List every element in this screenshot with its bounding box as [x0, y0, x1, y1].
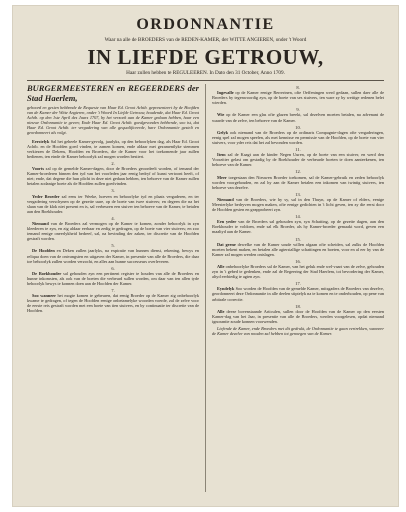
- article-text: op de Kamer een glas ofte glazen breekt, sal dezelven moeten betalen, na advenant de waarde van de zelve, ten behoeve van de Kamer.: [212, 112, 384, 123]
- article-number: 8.: [296, 85, 300, 90]
- article-text: sal gehouden zyn een pertinent register te houden van alle de Broeders en hunne inkomsten, als ook van de boeten die verbeurd sullen worden, om daar van ten allen tyde behoorlyk bewys te konnen doen aan de Hoofden der Kamer.: [27, 270, 199, 286]
- left-heading: BURGERMEESTEREN en REGEERDERS der Stad Haerlem,: [27, 83, 199, 103]
- article-paragraph: [212, 175, 384, 190]
- article-number: 14.: [295, 214, 301, 220]
- article-number: 7.: [111, 288, 115, 294]
- article-text: dewelke van de Kamer soude willen afgaan ofte scheiden, sal zulks de Hoofden moeten bekent maken, en betalen alle agterstallige schattingen en boeten, voor en al eer hy van de Kamer zal mogen werden ontslagen.: [212, 241, 385, 257]
- article-paragraph: [212, 309, 384, 324]
- article-number: 5.: [111, 243, 115, 249]
- column-divider: [205, 84, 206, 492]
- article-text: van de Broeders zal vermogen op de Kamer te komen, zonder behoorlyk in zyn kleederen te zyn, en zig aldaar eerbaar en zedig te gedragen, op de boete van vier stuivers; en zoo iemand eenige oneerlykheid bedreef, sal, na bevinding der zaken, ter discretie van de Hoofden gestraft worden.: [27, 220, 199, 242]
- article-lead-word: Alle: [217, 308, 225, 314]
- article-paragraph: [27, 194, 199, 214]
- article-lead-word: Meer: [217, 174, 227, 180]
- article-lead-word: Eerstelyk: [32, 138, 50, 144]
- article-text: deeze bovenstaande Articulen, sullen door de Hoofden van de Kamer op den eersten Kamer-dag van het Jaar, in presentie van alle de Broeders, werden voorgelesen, opdat niemand ignorantie zoude konnen voorwenden.: [212, 308, 385, 324]
- article-number: 17.: [295, 281, 301, 287]
- article-lead-word: Ingevalle: [217, 90, 234, 96]
- article-lead-word: Soo wanneer: [32, 293, 56, 299]
- article-lead-word: Niemand: [32, 220, 49, 226]
- article-lead-word: Gelyk: [217, 129, 228, 135]
- article-lead-word: Voorts: [32, 166, 45, 172]
- article-lead-word: Een yeder: [217, 219, 237, 225]
- article-paragraph: [212, 242, 384, 257]
- article-text: Sal het geheele Kamer-gevolg, jaarlyks, op den behoorlyken dag, als Haar Ed. Groot Achtb. en de Hoofden goed vinden, te zamen komen, ende aldaar met gezamentlyke stemmen verkiezen de Dekens, Hoofden en Broeders, die de Kamer voor het toekomende jaar zullen bedienen, ten einde de Kamer behoorlyk zal mogen worden bestiert.: [27, 138, 200, 159]
- article-text: zal de Kaagt aan de kinder Negen Uuren, op de boete van een stuiver, en werd den Voorzitter gelast om gestadig by de Boekhouder de verbeurde boeten te doen aanteekenen, ten behoeve van de Kamer.: [212, 152, 384, 168]
- article-lead-word: De Boekhouder: [32, 270, 62, 276]
- article-paragraph: [212, 197, 384, 212]
- article-text: ook niemand van de Broeders op de ordinaris Compagnie-dagen ofte vergaderingen, eenig spel zal mogen speelen, als met kennisse en permissie van de Hoofden, op de boete van vier stuivers, voor yder reis dat het zal bevonden worden.: [212, 129, 384, 145]
- article-lead-word: Dat geene: [217, 241, 236, 247]
- header-rule: [27, 80, 384, 81]
- article-text: zal op de gemelde Kamer-dagen, door de Broeders geoordeelt worden, of iemand der Kamer-broederen binnen den tyd van het voorleden jaar eenig bedryf of kunst vertoont heeft, of niet; ende, dat degene die hun plicht in deze niet gedaan hebben, ten behoeve van de Kamer zullen betalen zodanige boete als de Hoofden zullen goedvinden.: [27, 166, 199, 187]
- article-paragraph: [27, 248, 199, 263]
- article-number: 18.: [295, 303, 301, 309]
- article-text: onbehoorlyke Broeders sal de Kamer, van het geluk ende wel-vaart van de zelve, gehouden zyn in 't gebed te gedenken, ende zal de Regeering der Stad Haerlem, tot bevordering der Kamer, altyd eerbiedig te agten zyn.: [212, 264, 384, 280]
- article-paragraph: [212, 152, 384, 167]
- document-date-line: Haar zullen hebben te REGULEEREN. In Dato den 31 October, Anno 1709.: [126, 70, 285, 76]
- article-paragraph: [212, 112, 384, 122]
- article-text: Soo worden de Hoofden van de gemelde Kamer, mitsgaders de Broeders van dezelve, geordonneert deze Ordonnantie in alle deelen stiptelyk na te komen en te onderhouden, op pene van arbitrale correctie.: [212, 286, 385, 302]
- article-number: 2.: [111, 160, 115, 166]
- article-text: toegestaan den Nieuwen Broeder toekomen, sal de Kamer-gebruik en zeden behoorlyk worden voorgehouden, en zal hy aan de Kamer betalen een inkomen van twintig stuivers, ten behoeve van dezelve.: [212, 174, 384, 190]
- article-number: 16.: [295, 258, 301, 264]
- closing-paragraph: Liefende de Kamer, ende Broeders met dit gedrukt, de Ordonnantie te gaan vertrekken, wanneer de Kamer dezelve van nooden zal hebben tot genoegen van de Kamer.: [212, 326, 384, 337]
- article-lead-word: Wie: [217, 112, 225, 118]
- article-number: 15.: [295, 236, 301, 242]
- article-lead-word: De Hoofden: [32, 248, 55, 254]
- article-text: van de Broeders, wie hy sy, sal in den Thuyn, op de Kamer of elders, eenige Meesterlyke bedryven mogen maken, ofte eenige gedichten in 't licht geven, ten zy die eerst door de Hoofden gesien en geapprobeert zyn.: [212, 196, 385, 213]
- article-paragraph: [27, 271, 199, 286]
- article-number: 6.: [111, 265, 115, 271]
- article-number: 12.: [295, 169, 301, 175]
- article-text: en Deken zullen jaarlyks, na expiratie van hunnen dienst, rekening, bewys en reliqua doen van de ontvangsten en uitgaven der Kamer, in presentie van alle de Broeders, die daar toe behoorlyk zullen worden verzocht, en alles aan hunne successeurs overleveren.: [27, 248, 199, 264]
- article-lead-word: Item: [217, 152, 226, 158]
- article-paragraph: [212, 90, 384, 105]
- article-lead-word: Niemand: [217, 196, 234, 202]
- article-paragraph: [212, 264, 384, 279]
- left-column: [27, 84, 199, 316]
- article-paragraph: [212, 130, 384, 145]
- article-paragraph: [212, 219, 384, 234]
- article-lead-word: Yeder Broeder: [32, 193, 60, 199]
- article-paragraph: [27, 221, 199, 241]
- article-number: 10.: [295, 124, 301, 130]
- article-paragraph: [27, 293, 199, 313]
- article-lead-word: Alle: [217, 264, 225, 269]
- article-text: op de Kamer eenige Rerrerinen, ofte Oeffeningen werd gedaan, sullen daer alle de Broeders by tegenwoordig zyn, op de boete van ses stuivers, ten ware zy by wettige redenen belet wierden.: [212, 90, 385, 106]
- article-text: van de Broeders sal gehouden zyn, syn Schatting, op de gezette dagen, aan den Boekhouder te voldoen, ende sal elk Broeder, als hy Kamer-broeder gemaakt word, geven een maaltyd aan de Kamer.: [212, 219, 384, 235]
- article-paragraph: [27, 166, 199, 186]
- document-title-ordonnantie: ORDONNANTIE: [136, 16, 275, 33]
- article-text: zal eens ter Weeke, hoeven en behoorlyke tyd en plaats vergaderen, en ter vergadering verschynen op de gezette uure, op de boete van twee stuivers; en degeen die na het slaan van de klok niet present en is, sal verbeuren een stuiver ten behoeve van de Kamer, te betalen aan den Boekhouder.: [27, 193, 199, 214]
- article-number: 4.: [111, 215, 115, 221]
- ordinance-sheet: [13, 6, 398, 506]
- document-subtitle-upper: Waar na alle de BROEDERS van de REDEN-KAMER, der WITTE ANGIEREN, onder 't Woord: [104, 37, 307, 43]
- article-number: 11.: [295, 147, 301, 153]
- article-paragraph: [212, 286, 384, 301]
- article-lead-word: Eyndelyk: [217, 286, 235, 292]
- left-intro: gehoord en gesien hebbende de Requeste van Haar Ed. Groot Achtb. gepresenteert by de Hoofden van de Kamer der Witte Angieren, onder 't Woord In Liefde Getrouw, houdende, dat Haar Ed. Groot Achtb. op den 1ste April des Jaars 1707, by het verzoek aan de Kamer gedaan hebben, haar een nieuwe Ordonnantie te geven; Ende Haar Ed. Groot Achtb. goedgevonden hebbende, soo ist, dat Haar Ed. Groot Achtb. ter vergadering van alle gequalificeerde, hare Ordonnantie gestelt en geordonneert als volgt.: [27, 105, 199, 136]
- article-number: 13.: [295, 191, 301, 197]
- right-column: [212, 84, 384, 338]
- article-number: 3.: [111, 188, 115, 194]
- article-number: 9.: [296, 107, 300, 113]
- document-title-motto: IN LIEFDE GETROUW,: [87, 45, 324, 69]
- article-paragraph: [27, 139, 199, 159]
- article-text: het mogte komen te gebeuren, dat eenig Broeder op de Kamer zig onbehoorlyk kwame te gedragen, of tegen de Hoofden eenige onbetamelyke woorden voerde, zal de zelve voor de eerste reis gestraft worden met een boete van tien stuivers, en by continuatie ter discretie van de Hoofden.: [27, 293, 200, 314]
